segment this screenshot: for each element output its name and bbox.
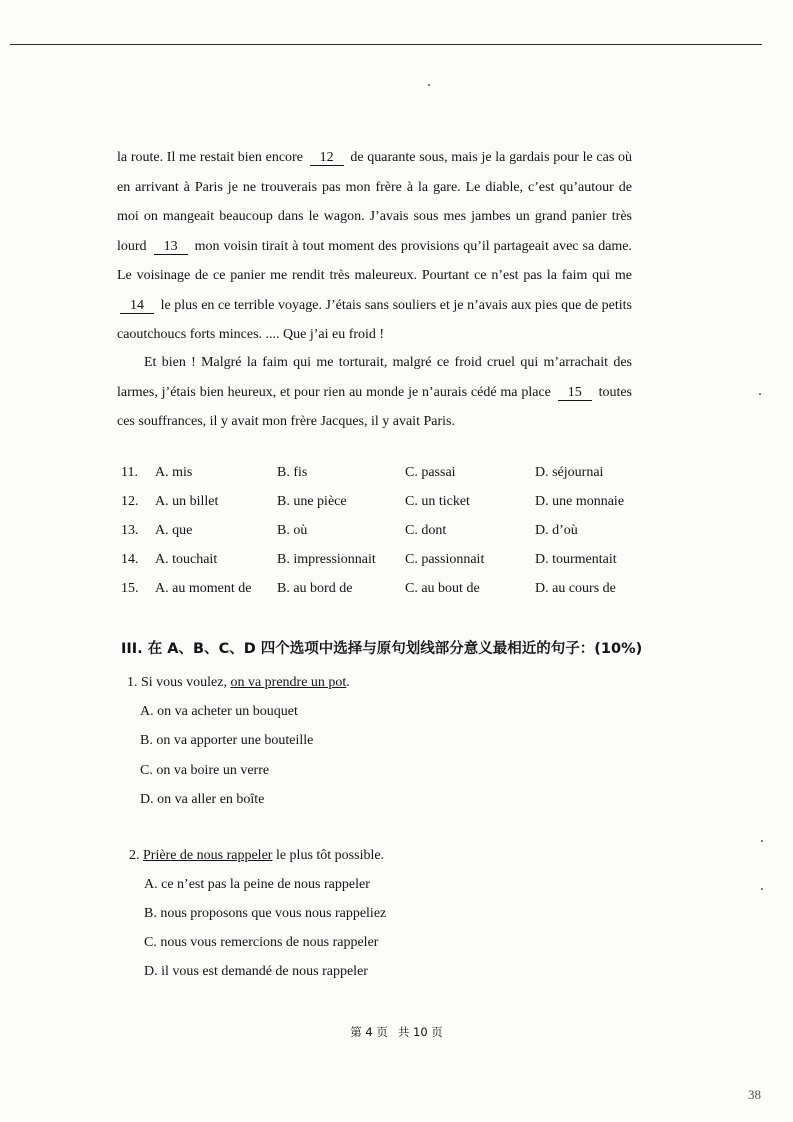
choice-c: C. nous vous remercions de nous rappeler [144, 935, 379, 950]
option-a: A. que [155, 523, 193, 538]
question-text: . [346, 675, 350, 690]
question-number: 15. [121, 581, 139, 596]
scan-speck [428, 84, 430, 86]
page-footer [0, 1024, 793, 1040]
option-d: D. tourmentait [535, 552, 617, 567]
blank-13: 13 [154, 239, 188, 255]
option-a: A. mis [155, 465, 193, 480]
header-rule [10, 44, 762, 45]
footer-page: 第 4 页 [350, 1025, 388, 1039]
option-c: C. au bout de [405, 581, 480, 596]
blank-14: 14 [120, 298, 154, 314]
passage-text: toutes ces souffrances, il y avait mon frère Jacques, il y avait Paris. [117, 384, 633, 429]
passage-text: mon voisin tirait à tout moment des provisions qu’il partageait avec sa dame. Le voisinage de ce panier me rendit très maleureux. Pourtant ce n’est pas la faim qui me [117, 238, 633, 283]
question-number: 12. [121, 494, 139, 509]
choice-d: D. on va aller en boîte [140, 792, 265, 807]
question-number: 11. [121, 465, 138, 480]
question-number: 13. [121, 523, 139, 538]
choice-c: C. on va boire un verre [140, 763, 270, 778]
question-text: le plus tôt possible. [272, 848, 385, 863]
passage-text: de quarante sous, mais je la gardais pour le cas où en arrivant à Paris je ne trouverais pas mon frère à la gare. Le diable, c’est qu’autour de moi on mangeait beaucoup dans le wagon. J’avais sous mes jambes un grand panier très lourd [117, 150, 633, 254]
blank-15: 15 [558, 385, 592, 401]
option-d: D. d’où [535, 523, 578, 538]
option-b: B. impressionnait [277, 552, 376, 567]
choice-a: A. ce n’est pas la peine de nous rappeler [144, 877, 370, 892]
passage-text: le plus en ce terrible voyage. J’étais sans souliers et je n’avais aux pies que de petits caoutchoucs forts minces. .... Que j’ai eu froid ! [117, 297, 632, 342]
footer-total: 共 10 页 [397, 1025, 443, 1039]
question-text: 2. [129, 848, 143, 863]
option-b: B. au bord de [277, 581, 353, 596]
option-a: A. touchait [155, 552, 218, 567]
scan-speck [761, 888, 763, 890]
option-d: D. au cours de [535, 581, 616, 596]
choice-d: D. il vous est demandé de nous rappeler [144, 964, 368, 979]
underlined-phrase: on va prendre un pot [230, 675, 347, 690]
question-number: 14. [121, 552, 139, 567]
option-b: B. fis [277, 465, 308, 480]
question-text: 1. Si vous voulez, [127, 675, 231, 690]
scan-speck [759, 393, 761, 395]
option-a: A. au moment de [155, 581, 252, 596]
option-a: A. un billet [155, 494, 219, 509]
option-c: C. un ticket [405, 494, 470, 509]
question-2 [129, 848, 384, 864]
passage-paragraph-1 [117, 143, 632, 350]
option-c: C. dont [405, 523, 447, 538]
passage-paragraph-2 [117, 348, 632, 437]
passage-text: Et bien ! Malgré la faim qui me torturait, malgré ce froid cruel qui m’arrachait des larmes, j’étais bien heureux, et pour rien au monde je n’aurais cédé ma place [117, 355, 632, 400]
option-b: B. où [277, 523, 308, 538]
choice-b: B. nous proposons que vous nous rappeliez [144, 906, 387, 921]
page-number: 38 [748, 1087, 761, 1102]
underlined-phrase: Prière de nous rappeler [143, 848, 273, 863]
option-d: D. séjournai [535, 465, 604, 480]
scan-speck [761, 840, 763, 842]
section-title: III. 在 A、B、C、D 四个选项中选择与原句划线部分意义最相近的句子：(10%) [121, 641, 643, 657]
option-c: C. passionnait [405, 552, 485, 567]
blank-12: 12 [310, 150, 344, 166]
option-c: C. passai [405, 465, 456, 480]
option-d: D. une monnaie [535, 494, 625, 509]
option-b: B. une pièce [277, 494, 347, 509]
choice-b: B. on va apporter une bouteille [140, 733, 314, 748]
choice-a: A. on va acheter un bouquet [140, 704, 298, 719]
passage-text: la route. Il me restait bien encore [117, 150, 303, 165]
question-1 [127, 675, 350, 691]
